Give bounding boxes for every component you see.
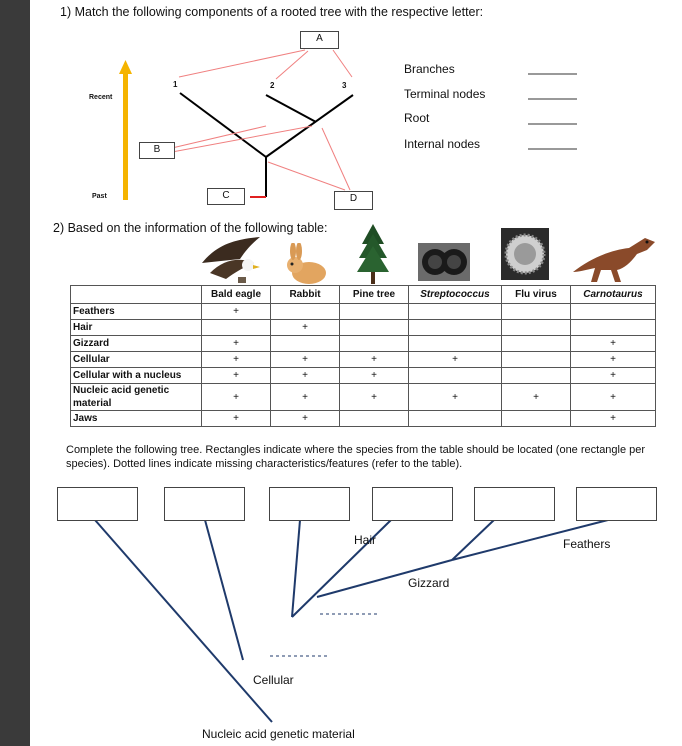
time-past-label: Past (92, 193, 107, 200)
table-cell (502, 352, 571, 368)
component-internal-nodes: Internal nodes (404, 137, 481, 151)
species-box-2[interactable] (164, 487, 245, 521)
table-cell: + (571, 352, 656, 368)
table-row (71, 320, 656, 336)
table-cell: + (202, 304, 271, 320)
row-label: Cellular (71, 352, 202, 368)
letter-box-c[interactable]: C (207, 188, 245, 205)
table-header-cell: Bald eagle (202, 286, 271, 304)
phylo-tree (95, 520, 611, 722)
table-header-cell: Carnotaurus (571, 286, 656, 304)
tree-label-gizzard: Gizzard (408, 576, 450, 590)
table-cell (409, 368, 502, 384)
species-table (70, 285, 656, 427)
table-header-row (71, 286, 656, 304)
table-cell (340, 411, 409, 427)
pine-tree-photo (356, 222, 390, 286)
tree-label-hair: Hair (354, 533, 377, 547)
table-cell: + (202, 368, 271, 384)
tree-label-feathers: Feathers (563, 537, 611, 551)
pointer-d-1 (322, 128, 350, 190)
component-root: Root (404, 111, 430, 125)
species-box-6[interactable] (576, 487, 657, 521)
table-cell (502, 368, 571, 384)
letter-box-b[interactable]: B (139, 142, 175, 159)
table-cell (271, 304, 340, 320)
table-cell (271, 336, 340, 352)
bacteria-photo (418, 243, 470, 281)
table-cell (502, 304, 571, 320)
table-header-cell: Flu virus (502, 286, 571, 304)
species-box-4[interactable] (372, 487, 453, 521)
table-cell (571, 304, 656, 320)
branch-tip-1 (180, 93, 266, 157)
pointer-d-2 (268, 162, 345, 190)
table-cell (340, 320, 409, 336)
table-cell: + (271, 411, 340, 427)
row-label: Nucleic acid genetic material (71, 384, 202, 411)
table-header-cell: Rabbit (271, 286, 340, 304)
tree-label-nucleic: Nucleic acid genetic material (202, 727, 355, 741)
table-cell: + (202, 384, 271, 411)
row-label: Cellular with a nucleus (71, 368, 202, 384)
table-cell: + (409, 384, 502, 411)
row-label: Hair (71, 320, 202, 336)
tree-label-cellular: Cellular (253, 673, 294, 687)
missing-features (270, 614, 378, 656)
table-cell: + (202, 352, 271, 368)
table-cell (409, 320, 502, 336)
table-cell: + (571, 411, 656, 427)
table-cell: + (271, 352, 340, 368)
row-label: Gizzard (71, 336, 202, 352)
question-2-title: 2) Based on the information of the following table: (53, 221, 328, 235)
letter-box-d[interactable]: D (334, 191, 373, 210)
table-row (71, 411, 656, 427)
table-cell: + (340, 368, 409, 384)
table-cell (340, 336, 409, 352)
table-row (71, 304, 656, 320)
dinosaur-photo (571, 228, 657, 284)
table-cell (502, 411, 571, 427)
table-cell (502, 320, 571, 336)
tip-label-1: 1 (173, 80, 178, 89)
table-cell: + (340, 352, 409, 368)
time-recent-label: Recent (89, 94, 113, 101)
table-row (71, 384, 656, 411)
eagle-photo (200, 233, 272, 285)
species-box-3[interactable] (269, 487, 350, 521)
pointer-a-3 (333, 50, 352, 77)
table-cell (340, 304, 409, 320)
question-1-title: 1) Match the following components of a rooted tree with the respective letter: (60, 5, 484, 19)
table-header-cell: Streptococcus (409, 286, 502, 304)
table-cell: + (340, 384, 409, 411)
table-cell (202, 320, 271, 336)
table-cell: + (571, 336, 656, 352)
time-arrow-head (119, 60, 132, 74)
table-cell: + (571, 384, 656, 411)
table-cell: + (502, 384, 571, 411)
table-cell (409, 411, 502, 427)
virus-photo (501, 228, 549, 280)
table-cell: + (271, 384, 340, 411)
tree-instructions: Complete the following tree. Rectangles indicate where the species from the table should be located (one rectangle per species). Dotted lines indicate missing characteristics/features (refer to the table). (66, 444, 646, 470)
rabbit-photo (281, 243, 331, 285)
row-label: Feathers (71, 304, 202, 320)
pointer-a-1 (179, 50, 305, 77)
table-cell: + (571, 368, 656, 384)
table-cell (409, 304, 502, 320)
table-cell: + (271, 320, 340, 336)
table-cell: + (202, 411, 271, 427)
table-cell (571, 320, 656, 336)
component-terminal-nodes: Terminal nodes (404, 87, 486, 101)
tip-label-2: 2 (270, 81, 275, 90)
table-header-cell (71, 286, 202, 304)
table-cell: + (271, 368, 340, 384)
table-row (71, 352, 656, 368)
row-label: Jaws (71, 411, 202, 427)
table-row (71, 336, 656, 352)
table-cell: + (202, 336, 271, 352)
species-box-5[interactable] (474, 487, 555, 521)
table-row (71, 368, 656, 384)
tip-label-3: 3 (342, 81, 347, 90)
table-header-cell: Pine tree (340, 286, 409, 304)
component-branches: Branches (404, 62, 455, 76)
time-arrow-shaft (123, 72, 128, 200)
table-cell (502, 336, 571, 352)
table-cell: + (409, 352, 502, 368)
branch-tip-2 (266, 95, 316, 122)
table-cell (409, 336, 502, 352)
species-box-1[interactable] (57, 487, 138, 521)
letter-box-a[interactable]: A (300, 31, 339, 49)
